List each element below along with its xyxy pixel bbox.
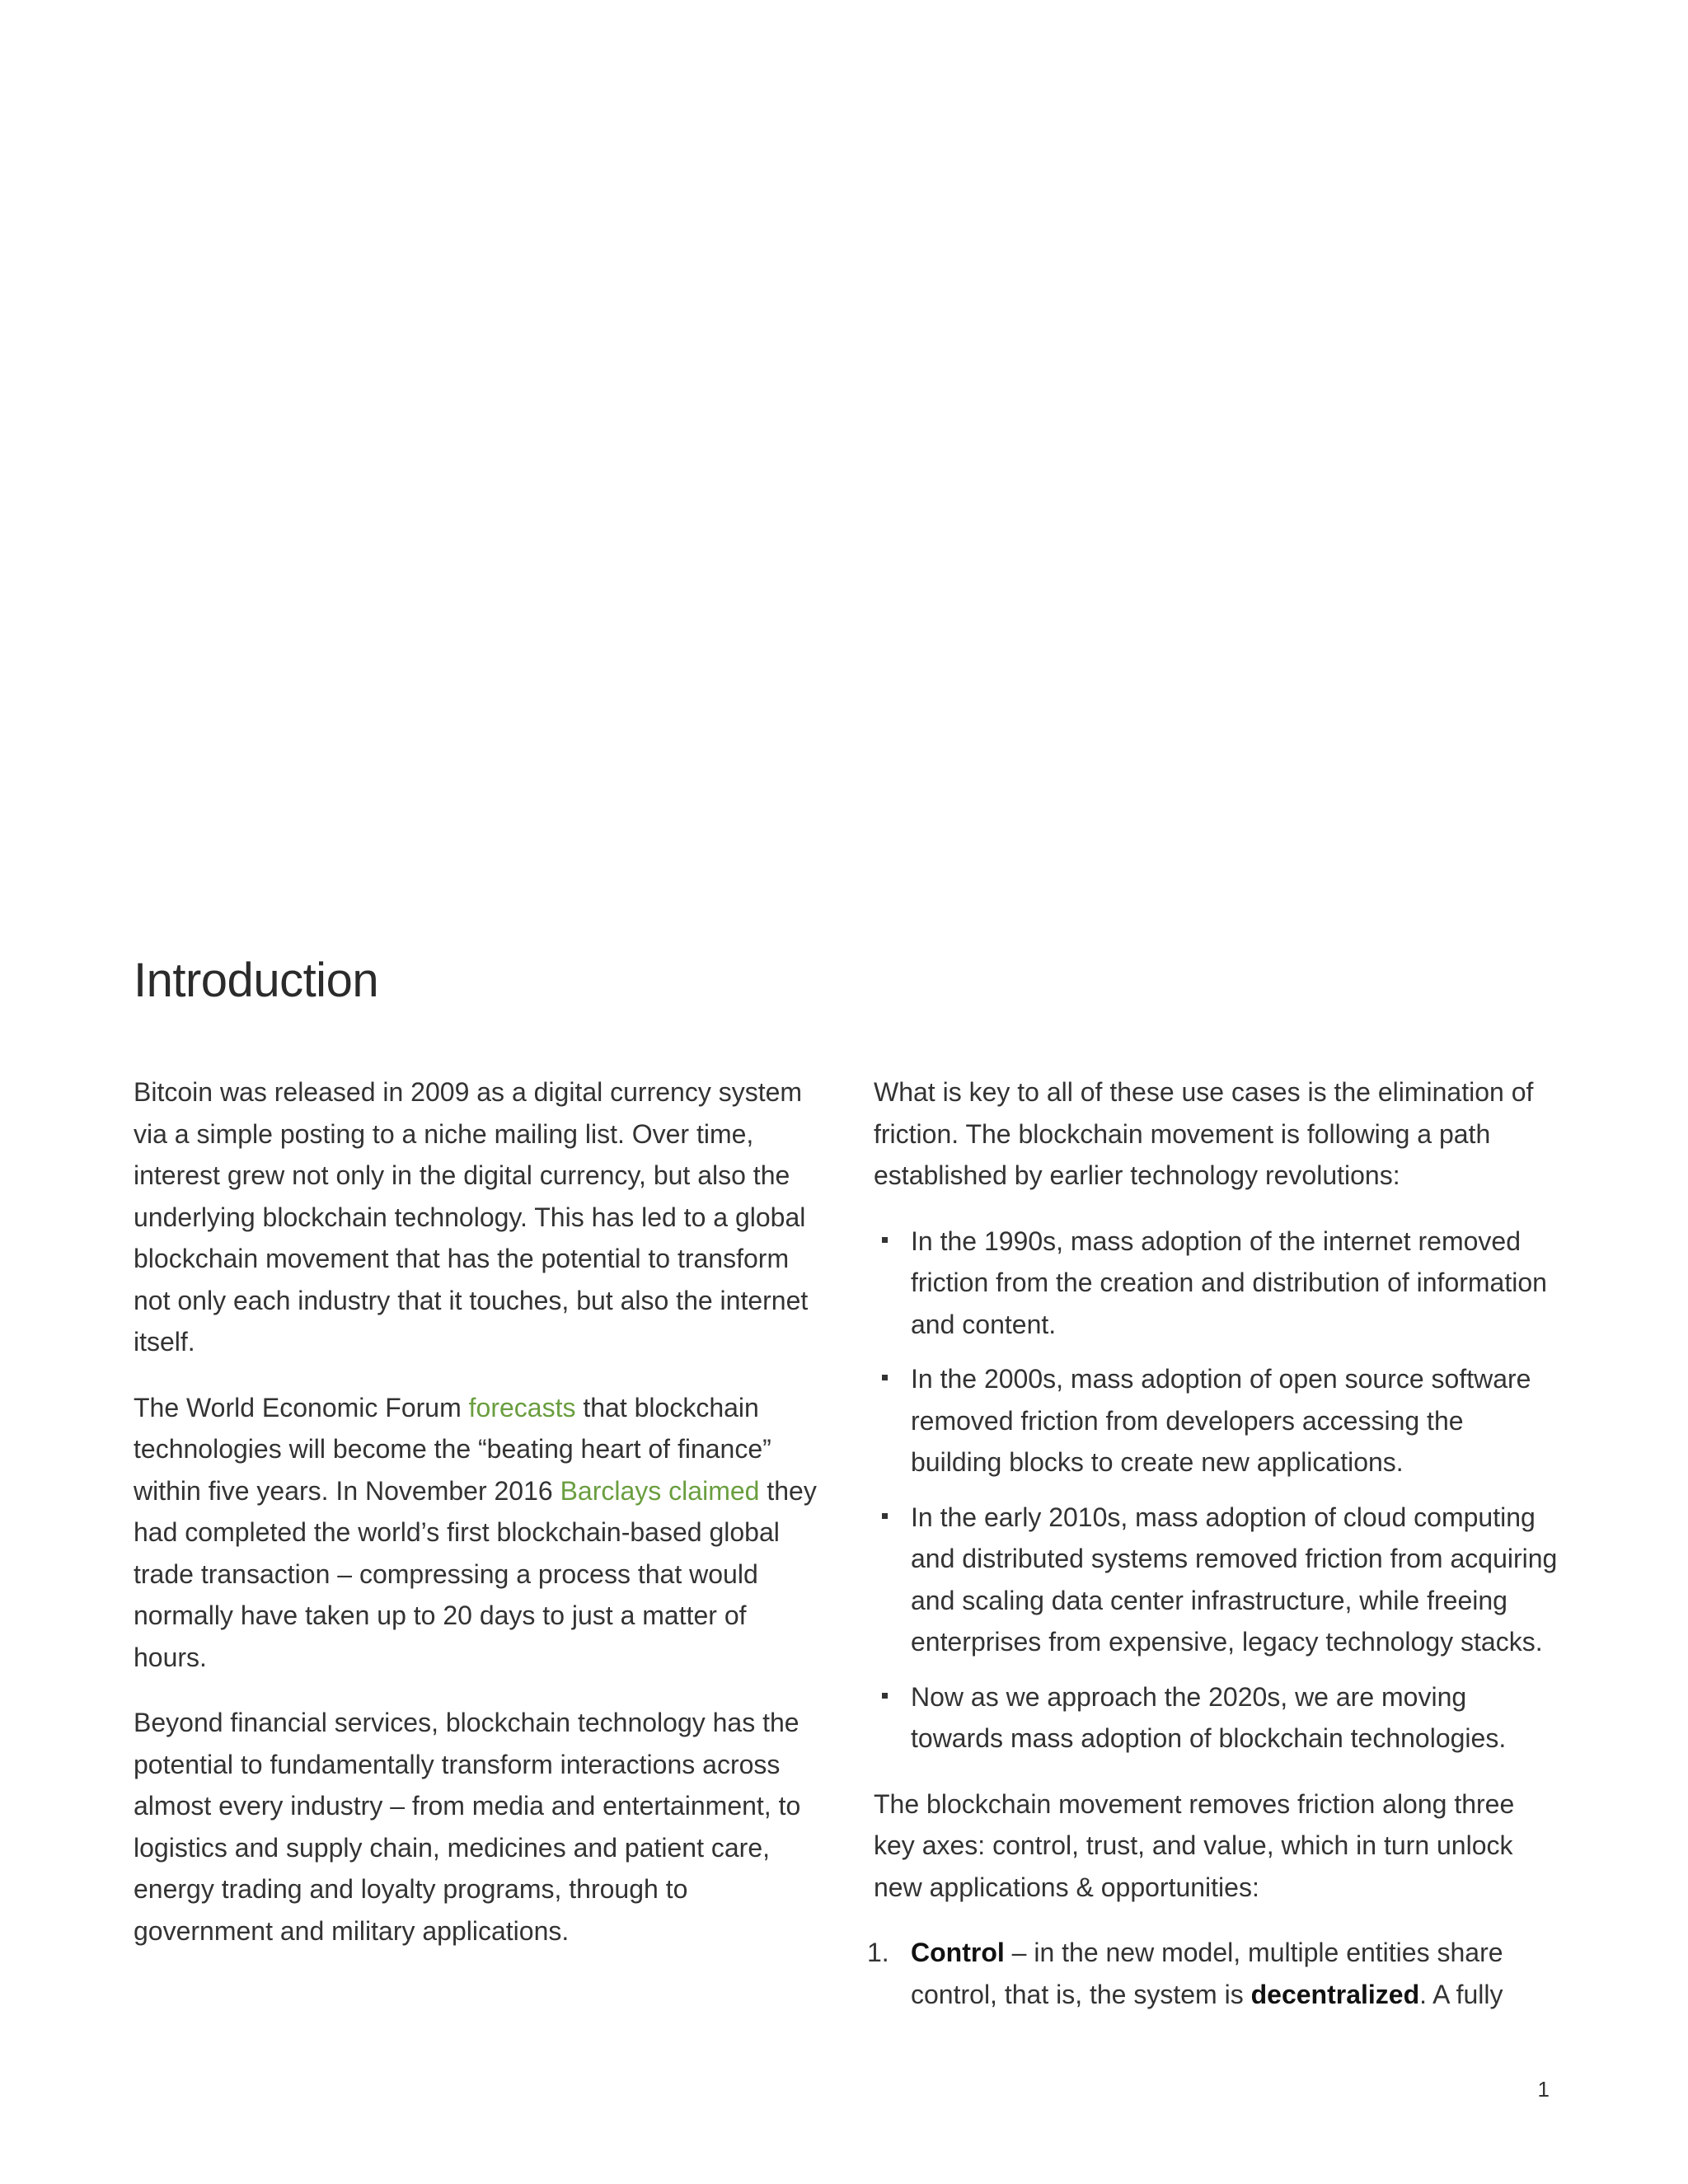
paragraph-text: that blockchain technologies will become the “beating heart of finance” within five years. In November 2016	[134, 1392, 771, 1506]
intro-paragraph-3: Beyond financial services, blockchain technology has the potential to fundamentally transform interactions across almost every industry – from media and entertainment, to logistics and supply chain, medicines and patient care, energy trading and loyalty programs, through to government and military applications.	[134, 1708, 801, 1946]
barclays-claimed-link[interactable]: Barclays claimed	[560, 1475, 760, 1506]
list-item-text: Now as we approach the 2020s, we are moving towards mass adoption of blockchain technologies.	[911, 1681, 1507, 1753]
axes-paragraph: The blockchain movement removes friction along three key axes: control, trust, and value, which in turn unlock new applications & opportunities:	[874, 1788, 1515, 1902]
list-item	[874, 1676, 1558, 1760]
numbered-list	[867, 1932, 1558, 2015]
square-bullet-icon	[882, 1693, 888, 1699]
left-column	[134, 1071, 818, 1975]
list-item	[874, 1497, 1558, 1663]
page-number: 1	[1537, 2077, 1550, 2102]
intro-paragraph-1: Bitcoin was released in 2009 as a digital currency system via a simple posting to a niche mailing list. Over time, interest grew not only in the digital currency, but also the underlying blockchain technology. This has led to a global blockchain movement that has the potential to transform not only each industry that it touches, but also the internet itself.	[134, 1077, 809, 1357]
right-column	[867, 1071, 1558, 2015]
paragraph-text: they had completed the world’s first blockchain-based global trade transaction – compressing a process that would normally have taken up to 20 days to just a matter of hours.	[134, 1475, 817, 1672]
intro-paragraph-2	[134, 1387, 818, 1679]
term-control: Control	[911, 1938, 1005, 1967]
page-title: Introduction	[134, 954, 379, 1007]
list-item	[874, 1221, 1558, 1346]
square-bullet-icon	[882, 1513, 888, 1519]
square-bullet-icon	[882, 1237, 888, 1243]
friction-paragraph: What is key to all of these use cases is the elimination of friction. The blockchain movement is following a path established by earlier technology revolutions:	[874, 1077, 1534, 1190]
list-item-text: In the early 2010s, mass adoption of cloud computing and distributed systems removed friction from acquiring and scaling data center infrastructure, while freeing enterprises from expensive, legacy technology stacks.	[911, 1502, 1558, 1657]
list-item-text: In the 1990s, mass adoption of the internet removed friction from the creation and distribution of information and content.	[911, 1226, 1547, 1339]
list-item	[874, 1358, 1558, 1483]
forecasts-link[interactable]: forecasts	[468, 1392, 576, 1422]
numbered-list-item	[867, 1932, 1558, 2015]
list-number: 1.	[867, 1938, 889, 1967]
term-decentralized: decentralized	[1250, 1979, 1420, 2009]
list-item-text: In the 2000s, mass adoption of open source software removed friction from developers accessing the building blocks to create new applications.	[911, 1364, 1531, 1477]
bullet-list	[874, 1221, 1558, 1760]
list-item-text: . A fully	[1419, 1979, 1503, 2009]
square-bullet-icon	[882, 1375, 888, 1380]
paragraph-text: The World Economic Forum	[134, 1392, 469, 1422]
list-item-text: – in the new model, multiple entities share control, that is, the system is	[911, 1938, 1503, 2009]
